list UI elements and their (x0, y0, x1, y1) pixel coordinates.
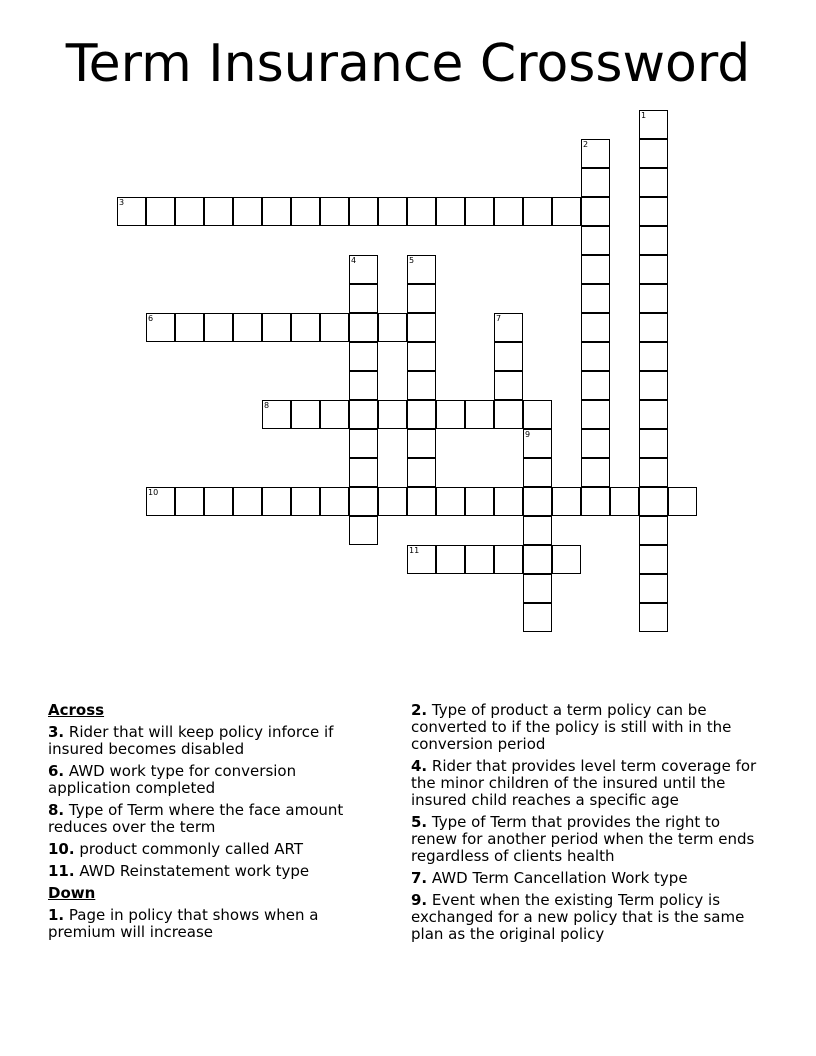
grid-cell[interactable] (320, 487, 349, 516)
grid-cell[interactable] (378, 400, 407, 429)
grid-cell[interactable] (639, 313, 668, 342)
grid-cell[interactable] (349, 429, 378, 458)
grid-cell[interactable] (552, 545, 581, 574)
clue-text: Type of product a term policy can be converted to if the policy is still with in the conversion period (411, 701, 732, 753)
grid-cell[interactable] (639, 168, 668, 197)
grid-cell[interactable] (639, 458, 668, 487)
grid-cell[interactable] (146, 487, 175, 516)
clue-number: 11 (409, 546, 420, 555)
grid-cell[interactable] (146, 197, 175, 226)
clue-text: Event when the existing Term policy is exchanged for a new policy that is the same plan as the original policy (411, 891, 745, 943)
grid-cell[interactable] (639, 574, 668, 603)
grid-cell[interactable] (204, 487, 233, 516)
grid-cell[interactable] (639, 371, 668, 400)
grid-cell[interactable] (581, 458, 610, 487)
grid-cell[interactable] (581, 400, 610, 429)
grid-cell[interactable] (349, 255, 378, 284)
grid-cell[interactable] (639, 110, 668, 139)
grid-cell[interactable] (581, 139, 610, 168)
grid-cell[interactable] (349, 371, 378, 400)
clue-text: Page in policy that shows when a premium will increase (48, 906, 319, 941)
grid-cell[interactable] (320, 313, 349, 342)
grid-cell[interactable] (523, 400, 552, 429)
grid-cell[interactable] (581, 284, 610, 313)
grid-cell[interactable] (465, 197, 494, 226)
grid-cell[interactable] (349, 197, 378, 226)
grid-cell[interactable] (233, 197, 262, 226)
grid-cell[interactable] (320, 400, 349, 429)
grid-cell[interactable] (436, 197, 465, 226)
grid-cell[interactable] (639, 516, 668, 545)
clue-label: 4. (411, 757, 428, 775)
clue-label: 10. (48, 840, 75, 858)
grid-cell[interactable] (494, 313, 523, 342)
grid-cell[interactable] (552, 487, 581, 516)
grid-cell[interactable] (262, 197, 291, 226)
clue-label: 6. (48, 762, 65, 780)
grid-cell[interactable] (349, 516, 378, 545)
grid-cell[interactable] (407, 284, 436, 313)
grid-cell[interactable] (494, 545, 523, 574)
grid-cell[interactable] (523, 487, 552, 516)
clue-label: 3. (48, 723, 65, 741)
grid-cell[interactable] (146, 313, 175, 342)
clue-number: 9 (525, 430, 531, 439)
grid-cell[interactable] (552, 197, 581, 226)
grid-cell[interactable] (349, 458, 378, 487)
grid-cell[interactable] (175, 313, 204, 342)
clue-item (48, 907, 373, 941)
grid-cell[interactable] (407, 371, 436, 400)
grid-cell[interactable] (407, 255, 436, 284)
grid-cell[interactable] (204, 197, 233, 226)
clue-text: AWD Term Cancellation Work type (427, 869, 688, 887)
grid-cell[interactable] (349, 284, 378, 313)
grid-cell[interactable] (407, 429, 436, 458)
clue-item (411, 758, 766, 809)
grid-cell[interactable] (668, 487, 697, 516)
clue-section-header: Down (48, 884, 96, 902)
grid-cell[interactable] (523, 429, 552, 458)
clue-label: 8. (48, 801, 65, 819)
grid-cell[interactable] (291, 487, 320, 516)
grid-cell[interactable] (523, 603, 552, 632)
clue-text: AWD Reinstatement work type (74, 862, 310, 880)
grid-cell[interactable] (494, 371, 523, 400)
grid-cell[interactable] (378, 487, 407, 516)
grid-cell[interactable] (494, 487, 523, 516)
grid-cell[interactable] (262, 313, 291, 342)
clue-text: product commonly called ART (74, 840, 303, 858)
grid-cell[interactable] (523, 516, 552, 545)
clue-text: Type of Term that provides the right to renew for another period when the term ends regardless of clients health (411, 813, 755, 865)
grid-cell[interactable] (581, 313, 610, 342)
clue-item (48, 863, 373, 880)
grid-cell[interactable] (175, 487, 204, 516)
grid-cell[interactable] (349, 342, 378, 371)
grid-cell[interactable] (320, 197, 349, 226)
clue-number: 2 (583, 140, 589, 149)
grid-cell[interactable] (407, 458, 436, 487)
grid-cell[interactable] (436, 487, 465, 516)
grid-cell[interactable] (581, 197, 610, 226)
clue-number: 5 (409, 256, 415, 265)
grid-cell[interactable] (233, 487, 262, 516)
grid-cell[interactable] (407, 400, 436, 429)
clue-item (411, 814, 766, 865)
grid-cell[interactable] (494, 342, 523, 371)
grid-cell[interactable] (465, 545, 494, 574)
grid-cell[interactable] (407, 487, 436, 516)
grid-cell[interactable] (407, 313, 436, 342)
grid-cell[interactable] (436, 400, 465, 429)
clue-item (411, 870, 766, 887)
clue-item (48, 841, 373, 858)
grid-cell[interactable] (639, 487, 668, 516)
grid-cell[interactable] (378, 313, 407, 342)
grid-cell[interactable] (262, 400, 291, 429)
grid-cell[interactable] (639, 342, 668, 371)
clue-text: Rider that provides level term coverage for the minor children of the insured until the insured child reaches a specific age (411, 757, 757, 809)
grid-cell[interactable] (291, 197, 320, 226)
clue-number: 3 (119, 198, 125, 207)
grid-cell[interactable] (523, 545, 552, 574)
grid-cell[interactable] (349, 313, 378, 342)
grid-cell[interactable] (291, 313, 320, 342)
grid-cell[interactable] (117, 197, 146, 226)
clue-item (48, 763, 373, 797)
grid-cell[interactable] (639, 139, 668, 168)
grid-cell[interactable] (639, 284, 668, 313)
grid-cell[interactable] (407, 197, 436, 226)
grid-cell[interactable] (291, 400, 320, 429)
clue-section-header: Across (48, 701, 105, 719)
clues-left-column (48, 702, 373, 946)
clue-number: 8 (264, 401, 270, 410)
grid-cell[interactable] (581, 371, 610, 400)
clue-label: 5. (411, 813, 428, 831)
grid-cell[interactable] (581, 342, 610, 371)
grid-cell[interactable] (610, 487, 639, 516)
grid-cell[interactable] (581, 487, 610, 516)
grid-cell[interactable] (639, 429, 668, 458)
clue-number: 4 (351, 256, 357, 265)
grid-cell[interactable] (494, 197, 523, 226)
grid-cell[interactable] (581, 168, 610, 197)
clue-label: 11. (48, 862, 75, 880)
clue-text: Rider that will keep policy inforce if insured becomes disabled (48, 723, 334, 758)
grid-cell[interactable] (639, 255, 668, 284)
grid-cell[interactable] (436, 545, 465, 574)
grid-cell[interactable] (639, 400, 668, 429)
grid-cell[interactable] (407, 545, 436, 574)
grid-cell[interactable] (465, 400, 494, 429)
grid-cell[interactable] (233, 313, 262, 342)
clue-item (411, 702, 766, 753)
grid-cell[interactable] (204, 313, 233, 342)
grid-cell[interactable] (378, 197, 407, 226)
clue-label: 1. (48, 906, 65, 924)
clue-number: 7 (496, 314, 502, 323)
grid-cell[interactable] (262, 487, 291, 516)
clue-number: 6 (148, 314, 154, 323)
clue-item (411, 892, 766, 943)
grid-cell[interactable] (175, 197, 204, 226)
grid-cell[interactable] (581, 255, 610, 284)
clue-item (48, 802, 373, 836)
grid-cell[interactable] (581, 226, 610, 255)
grid-cell[interactable] (349, 487, 378, 516)
grid-cell[interactable] (639, 226, 668, 255)
clue-label: 9. (411, 891, 428, 909)
grid-cell[interactable] (639, 197, 668, 226)
clue-number: 10 (148, 488, 159, 497)
grid-cell[interactable] (639, 603, 668, 632)
grid-cell[interactable] (523, 574, 552, 603)
clue-label: 7. (411, 869, 428, 887)
clue-text: Type of Term where the face amount reduces over the term (48, 801, 344, 836)
clue-label: 2. (411, 701, 428, 719)
grid-cell[interactable] (523, 197, 552, 226)
grid-cell[interactable] (407, 342, 436, 371)
grid-cell[interactable] (523, 458, 552, 487)
grid-cell[interactable] (465, 487, 494, 516)
grid-cell[interactable] (494, 400, 523, 429)
clue-text: AWD work type for conversion application completed (48, 762, 297, 797)
clues-right-column (411, 702, 766, 948)
grid-cell[interactable] (639, 545, 668, 574)
grid-cell[interactable] (581, 429, 610, 458)
page-title: Term Insurance Crossword (65, 34, 751, 94)
grid-cell[interactable] (349, 400, 378, 429)
clue-item (48, 724, 373, 758)
clue-number: 1 (641, 111, 647, 120)
